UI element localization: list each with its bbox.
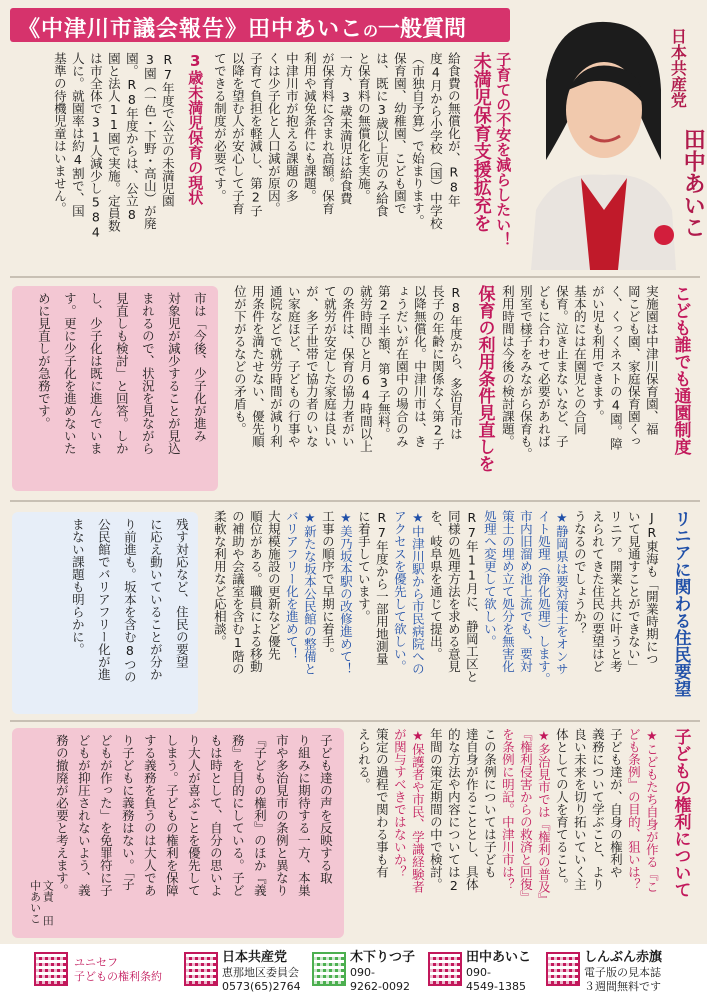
text-column: 子ども達が、自身の権利や <box>608 728 624 878</box>
qr-code-icon[interactable] <box>34 952 68 986</box>
text-column: く、くっくネストの4園。障 <box>608 285 624 450</box>
text-column: えられてきた住民の要望はど <box>590 510 606 673</box>
text-column: どもに合わせて必要があれば <box>536 285 552 448</box>
summary-text: に応え動いていることが分か <box>148 518 164 681</box>
text-column: 利用時間は今後の検討課題。 <box>500 285 516 448</box>
callout-text: し、少子化は既に進んでいま <box>88 292 104 455</box>
text-column: 一方、3歳未満児は給食費 <box>338 52 354 205</box>
footer-item-tanaka <box>466 950 531 994</box>
text-column: リニア。開業と共に叶うと考 <box>608 510 624 673</box>
text-column: 利用や減免条件にも課題。 <box>302 52 318 202</box>
opinion-text: どもが抑圧されないよう、義 <box>76 734 92 897</box>
text-column: いて見通すことができない」 <box>626 510 642 673</box>
question-text: ども条例』の目的、狙いは？ <box>626 728 642 891</box>
footer-label: 電子版の見本誌 <box>584 966 661 980</box>
text-column: が、多子世帯で協力者のいな <box>304 285 320 448</box>
text-column: と保育料の無償化を実施。 <box>356 52 372 202</box>
callout-text: 市は「今後、少子化が進み <box>192 292 208 442</box>
footer-label: 田中あいこ <box>466 950 532 965</box>
text-column: は、既に3歳以上児のみ給食 <box>374 52 390 217</box>
text-column: 良い未来を切り拓いていく主 <box>572 728 588 891</box>
text-column: うなるのでしょうか？ <box>572 510 588 635</box>
footer-phone: 4549-1385 <box>466 980 526 993</box>
question-text: を条例に明記。中津川市は？ <box>500 728 516 891</box>
text-column: の条件は、保育の協力者がい <box>340 285 356 448</box>
title-particle: の <box>363 22 379 40</box>
callout-text: めに見直しが急務です。 <box>36 292 52 430</box>
summary-text: り前進も。坂本を含む8つの <box>122 518 138 683</box>
request-text: 市内旧溜め池上流でも、要対 <box>518 510 534 673</box>
qr-code-icon[interactable] <box>546 952 580 986</box>
text-column: 策定の過程で関わる事も有 <box>374 728 390 878</box>
footer-item-akahata <box>584 950 662 994</box>
text-column: 就労時間ひと月64時間以上 <box>358 285 374 453</box>
request-text: バリアフリー化を進めて！ <box>284 510 300 660</box>
footer-label: ３週間無料です <box>584 980 661 993</box>
footer-label: 日本共産党 <box>222 950 288 965</box>
text-column: この条例については子ども <box>482 728 498 878</box>
text-column: の補助や会議室を含む1階の <box>230 510 246 675</box>
callout-text: まれるので、状況を見ながら <box>140 292 156 455</box>
request-text: ★静岡県は要対策土をオンサ <box>554 510 570 675</box>
text-column: 順位がある。職員による移動 <box>248 510 264 673</box>
text-column: 以降無償化。中津川市は、き <box>412 285 428 448</box>
text-column: （市独自予算）で始まります。 <box>410 52 426 227</box>
request-text: 処理へ変更して欲しい。 <box>482 510 498 648</box>
footer-item-kinoshita <box>350 950 415 994</box>
title-end: 一般質問 <box>378 17 467 42</box>
page-title <box>18 12 466 43</box>
opinion-text: する義務を負うのは大人であ <box>142 734 158 897</box>
text-column: 体としての人を育てること。 <box>554 728 570 891</box>
candidate-name: 田中あいこ <box>680 128 706 238</box>
text-column: がい児も利用できます。 <box>590 285 606 423</box>
text-column: 第2子半額、第3子無料。 <box>376 285 392 440</box>
party-label: 日本共産党 <box>668 28 688 108</box>
section-divider <box>10 500 700 502</box>
text-column: て就労が安定した家庭は良い <box>322 285 338 448</box>
text-column: 園。R8年度からは、公立8 <box>124 52 140 222</box>
section-heading: 子どもの権利について <box>670 728 691 898</box>
footer-label: 木下りつ子 <box>350 950 416 965</box>
summary-text: まない課題も明らかに。 <box>70 518 86 656</box>
text-column: に着手しています。 <box>356 510 372 623</box>
footer-item-party <box>222 950 301 994</box>
opinion-text: 子ども達の声を反映する取 <box>318 734 334 884</box>
opinion-text: もは時として、自分の思いよ <box>208 734 224 897</box>
opinion-text: 市や多治見市の条例と異なり <box>274 734 290 897</box>
text-column: 基準の待機児童はいません。 <box>52 52 68 215</box>
qr-code-icon[interactable] <box>428 952 462 986</box>
text-column: 別室で様子をみながら保育も。 <box>518 285 534 460</box>
text-column: は市全体で31人減少し584 <box>88 52 104 240</box>
text-column: JR東海も「開業時期につ <box>644 510 660 665</box>
opinion-text: 務の撤廃が必要と考えます。 <box>54 734 70 897</box>
text-column: 中津川市が抱える課題の多 <box>284 52 300 202</box>
question-text: ★多治見市では『権利の普及』 <box>536 728 552 906</box>
footer-phone: 090- <box>466 966 491 980</box>
summary-text: 公民館でバリアフリー化が進 <box>96 518 112 681</box>
text-column: 保育。泣き止まないなど、子 <box>554 285 570 448</box>
title-main: 《中津川市議会報告》田中あいこ <box>18 17 364 42</box>
request-text: イト処理（浄化処理）します。 <box>536 510 552 685</box>
callout-text: す。更に少子化を進めないた <box>62 292 78 455</box>
qr-code-icon[interactable] <box>184 952 218 986</box>
text-column: 保育園、幼稚園、こども園で <box>392 52 408 215</box>
footer-label: ユニセフ <box>74 956 118 969</box>
request-text: ★中津川駅から市民病院への <box>410 510 426 675</box>
headline-1: 子育ての不安を減らしたい！ <box>494 52 513 247</box>
headline-2: 未満児保育支援拡充を <box>470 52 492 232</box>
question-text: 『権利侵害からの救済と回復』 <box>518 728 534 903</box>
text-column: 大規模施設の更新など優先 <box>266 510 282 660</box>
question-text: ★保護者や市民、学識経験者 <box>410 728 426 893</box>
signature: 文責 田中あいこ <box>28 880 55 926</box>
text-column: 義務について学ぶこと、より <box>590 728 606 891</box>
opinion-text: どもが作った」を免罪符に子 <box>98 734 114 897</box>
text-column: R7年度から一部用地測量 <box>374 510 390 665</box>
text-column: 基本的には在園児との合同 <box>572 285 588 435</box>
text-column: 子育て負担を軽減し、第2子 <box>248 52 264 217</box>
text-column: 通院などで就労時間が減り利 <box>268 285 284 448</box>
candidate-portrait <box>526 10 676 270</box>
section-divider <box>10 276 700 278</box>
footer-item-unicef <box>74 956 162 984</box>
text-column: い家庭ほど、子どもの行事や <box>286 285 302 448</box>
text-column: えられる。 <box>356 728 372 791</box>
request-text: ★美乃坂本駅の改修進めて！ <box>338 510 354 675</box>
subheading: 3歳未満児保育の現状 <box>186 52 205 205</box>
text-column: くは少子化と人口減が原因。 <box>266 52 282 215</box>
text-column: 岡こども園、家庭保育園くっ <box>626 285 642 448</box>
text-column: 園と法人11園で実施。定員数 <box>106 52 122 232</box>
section-heading: こども誰でも通園制度 <box>670 285 691 455</box>
qr-code-icon[interactable] <box>312 952 346 986</box>
text-column: 年間の策定期間の中で検討。 <box>428 728 444 891</box>
opinion-text: 『子どもの権利』のほか『義 <box>252 734 268 897</box>
text-column: が保育料に含まれ高額。保育 <box>320 52 336 215</box>
section-heading: 保育の利用条件見直しを <box>474 285 495 472</box>
request-text: アクセスを優先して欲しい。 <box>392 510 408 673</box>
request-text: 策土の埋め立て処分を無害化 <box>500 510 516 673</box>
opinion-text: 務』を目的にしている。子ど <box>230 734 246 897</box>
text-column: R7年11月に、静岡工区と <box>464 510 480 683</box>
text-column: R8年度から、多治見市は <box>448 285 464 440</box>
footer-label: 恵那地区委員会 <box>222 966 299 980</box>
footer-label: しんぶん赤旗 <box>584 950 663 965</box>
text-column: 用条件を満たせない、優先順 <box>250 285 266 448</box>
text-column: を、岐阜県を通じて提出。 <box>428 510 444 660</box>
callout-text: 見直しも検討」と回答。しか <box>114 292 130 455</box>
text-column: 同様の処理方法を求める意見 <box>446 510 462 673</box>
callout-text: 対象児が減少することが見込 <box>166 292 182 455</box>
question-text: ★こどもたち自身が作る『こ <box>644 728 660 893</box>
request-text: ★新たな坂本公民館の整備と <box>302 510 318 675</box>
text-column: 柔軟な利用など応相談。 <box>212 510 228 648</box>
text-column: 位が下がるなどの矛盾も。 <box>232 285 248 435</box>
text-column: 達自身が作ることとし、具体 <box>464 728 480 891</box>
section-divider <box>10 720 700 722</box>
text-column: 度4月から小学校（国）中学校 <box>428 52 444 230</box>
opinion-text: り子どもに義務はない。「子 <box>120 734 136 891</box>
text-column: 給食費の無償化が、R8年 <box>446 52 462 207</box>
text-column: てできる制度が必要です。 <box>212 52 228 202</box>
text-column: 的な方法や内容については2 <box>446 728 462 893</box>
footer-phone: 090- <box>350 966 375 980</box>
text-column: 工事の順序で早期に着手。 <box>320 510 336 660</box>
summary-text: 残す対応など、住民の要望 <box>174 518 190 668</box>
opinion-text: り組みに期待する一方、本巣 <box>296 734 312 897</box>
footer-label: 子どもの権利条約 <box>74 969 162 983</box>
question-text: が関与すべきではないか？ <box>392 728 408 878</box>
footer-phone: 9262-0092 <box>350 980 410 993</box>
text-column: 長子の年齢に関係なく第2子 <box>430 285 446 450</box>
text-column: 3園（一色・下野・高山）が廃 <box>142 52 158 230</box>
section-heading: リニアに関わる住民要望 <box>670 510 691 697</box>
text-column: 人に。就園率は約4割で、国 <box>70 52 86 217</box>
text-column: 以降を望む人が安心して子育 <box>230 52 246 215</box>
footer-phone: 0573(65)2764 <box>222 980 301 993</box>
text-column: 実施園は中津川保育園、福 <box>644 285 660 435</box>
opinion-text: り大人が喜ぶことを優先して <box>186 734 202 897</box>
text-column: ょうだいが在園中の場合のみ <box>394 285 410 448</box>
opinion-text: しまう。子どもの権利を保障 <box>164 734 180 897</box>
text-column: R7年度で公立の未満児園 <box>160 52 176 207</box>
